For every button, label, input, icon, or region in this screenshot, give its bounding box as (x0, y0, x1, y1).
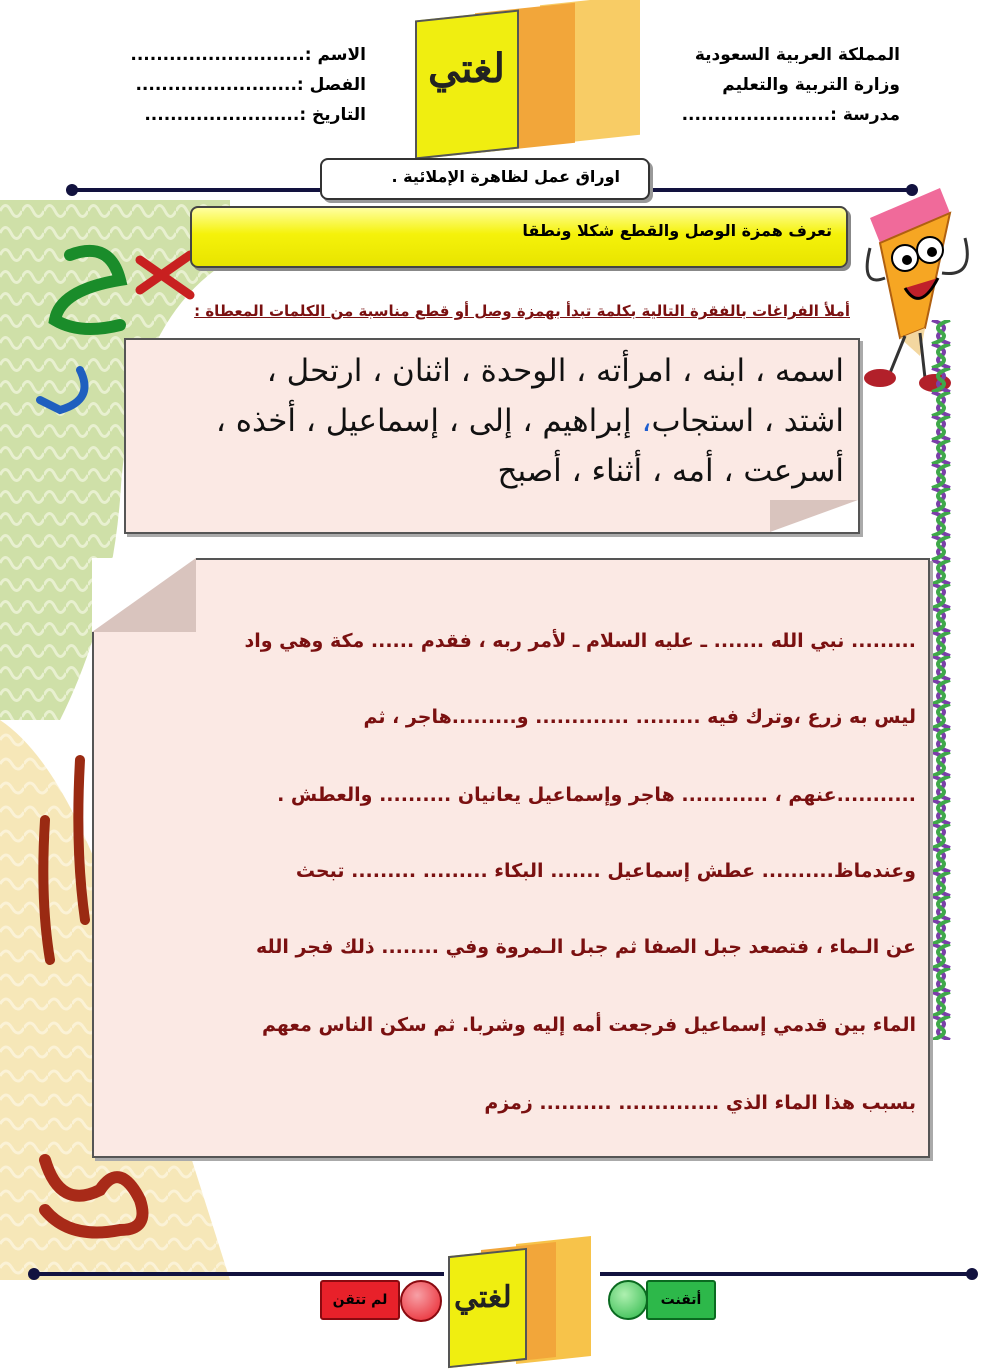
lughati-logo (410, 0, 650, 150)
story-line-7: بسبب هذا الماء الذي .............. .......... زمزم (484, 1092, 916, 1114)
logo-text: لغتي (428, 45, 505, 92)
footer-divider-left (34, 1272, 444, 1276)
school-field[interactable]: مدرسة :....................... (681, 105, 900, 125)
word-bank-fold (770, 500, 858, 532)
pencil-mascot (850, 178, 980, 408)
instruction-text: أملأ الفراغات بالفقرة التالية بكلمة تبدأ بهمزة وصل أو قطع مناسبة من الكلمات المعطاة : (194, 302, 850, 320)
word-bank-blue-comma: ، (641, 403, 652, 439)
mastered-button[interactable] (646, 1280, 716, 1320)
date-field[interactable]: التاريخ :........................ (144, 105, 366, 125)
mastered-circle[interactable] (608, 1280, 648, 1320)
word-bank-line-2-part-b: إبراهيم ، إلى ، إسماعيل ، أخذه ، (215, 403, 642, 439)
story-line-2: ليس به زرع ،وترك فيه ......... ............. و.........هاجر ، ثم (363, 706, 916, 728)
footer-dot-left (28, 1268, 40, 1280)
pencil-mascot-drawing (850, 178, 980, 408)
footer-logo-text: لغتي (454, 1280, 512, 1315)
worksheet-title: اوراق عمل لظاهرة الإملائية . (391, 167, 620, 186)
footer-divider-right (600, 1272, 972, 1276)
class-field[interactable]: الفصل :......................... (135, 75, 366, 95)
not-mastered-label: لم تتقن (332, 1292, 388, 1308)
word-bank-line-3: أسرعت ، أمه ، أثناء ، أصبح (497, 453, 844, 489)
story-line-3: ...........عنهم ، ............ هاجر وإسماعيل يعانيان .......... والعطش . (277, 784, 916, 806)
story-line-1: ......... نبي الله ....... ـ عليه السلام ـ لأمر ربه ، فقدم ...... مكة وهي واد (244, 630, 916, 652)
footer-logo (446, 1240, 600, 1365)
ministry-label: وزارة التربية والتعليم (722, 75, 900, 95)
header-right (682, 40, 900, 130)
story-line-4: وعندماظ.......... عطش إسماعيل ....... البكاء ......... ......... تبحث (295, 860, 916, 882)
mastered-label: أتقنت (660, 1292, 702, 1308)
story-line-5: عن الـماء ، فتصعد جبل الصفا ثم جبل الـمروة وفي ........ ذلك فجر الله (255, 936, 916, 958)
header-left (130, 40, 366, 130)
story-box-fold (92, 558, 196, 632)
story-line-6: الماء بين قدمي إسماعيل فرجعت أمه إليه وشربا. ثم سكن الناس معهم (261, 1014, 916, 1036)
not-mastered-circle[interactable] (400, 1280, 442, 1322)
word-bank-line-2 (216, 396, 844, 446)
not-mastered-button[interactable] (320, 1280, 400, 1320)
student-name-field[interactable]: الاسم :........................... (130, 45, 366, 65)
ribbon-svg (930, 320, 952, 1040)
objective-text: تعرف همزة الوصل والقطع شكلا ونطقا (522, 221, 832, 240)
ribbon-border (930, 320, 952, 1040)
divider-dot-left (66, 184, 78, 196)
footer-dot-right (966, 1268, 978, 1280)
kingdom-label: المملكة العربية السعودية (694, 45, 900, 65)
word-bank-line-2-part-a: اشتد ، استجاب (651, 403, 844, 439)
word-bank-line-1: اسمه ، ابنه ، امرأته ، الوحدة ، اثنان ، ارتحل ، (266, 353, 844, 389)
